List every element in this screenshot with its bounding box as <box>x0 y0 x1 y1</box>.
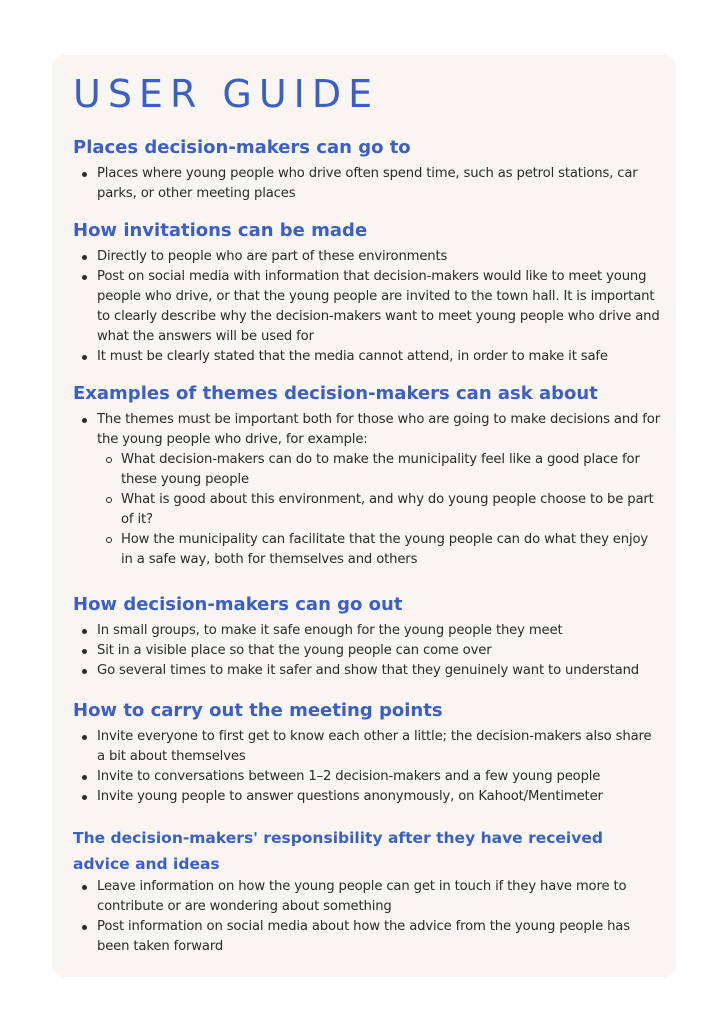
bullet-list <box>73 621 663 681</box>
list-item: Invite to conversations between 1–2 decision-makers and a few young people <box>97 767 663 787</box>
sub-list-item: What decision-makers can do to make the municipality feel like a good place for these young people <box>121 450 663 490</box>
section-heading: How decision-makers can go out <box>73 594 403 615</box>
list-item: Leave information on how the young people can get in touch if they have more to contribute or are wondering about something <box>97 877 663 917</box>
list-item <box>97 410 663 570</box>
list-item: Post information on social media about how the advice from the young people has been taken forward <box>97 917 663 957</box>
list-item: Sit in a visible place so that the young people can come over <box>97 641 663 661</box>
section-heading: Examples of themes decision-makers can ask about <box>73 383 598 404</box>
list-item: Invite young people to answer questions anonymously, on Kahoot/Mentimeter <box>97 787 663 807</box>
bullet-list <box>73 727 663 807</box>
page-title: USER GUIDE <box>73 72 380 116</box>
sub-list-item: What is good about this environment, and why do young people choose to be part of it? <box>121 490 663 530</box>
bullet-list <box>73 247 663 367</box>
list-item: Directly to people who are part of these environments <box>97 247 663 267</box>
section-responsibility <box>73 825 663 957</box>
list-item: Places where young people who drive often spend time, such as petrol stations, car parks, or other meeting places <box>97 164 663 204</box>
list-item: It must be clearly stated that the media cannot attend, in order to make it safe <box>97 347 663 367</box>
sub-bullet-list <box>97 450 663 570</box>
section-meeting-points <box>73 699 663 807</box>
list-item-text: The themes must be important both for those who are going to make decisions and for the young people who drive, for example: <box>97 412 660 447</box>
section-heading: The decision-makers' responsibility after they have received advice and ideas <box>73 829 603 873</box>
bullet-list <box>73 877 663 957</box>
section-heading: Places decision-makers can go to <box>73 137 411 158</box>
section-heading: How to carry out the meeting points <box>73 700 443 721</box>
section-heading: How invitations can be made <box>73 220 368 241</box>
list-item: Post on social media with information that decision-makers would like to meet young people who drive, or that the young people are invited to the town hall. It is important to clearly describe why the decision-makers want to meet young people who drive and what the answers will be used for <box>97 267 663 347</box>
section-themes <box>73 382 663 570</box>
section-invitations <box>73 219 663 367</box>
list-item: Go several times to make it safer and show that they genuinely want to understand <box>97 661 663 681</box>
sub-list-item: How the municipality can facilitate that the young people can do what they enjoy in a safe way, both for themselves and others <box>121 530 663 570</box>
section-go-out <box>73 593 663 681</box>
section-places <box>73 136 663 204</box>
list-item: Invite everyone to first get to know each other a little; the decision-makers also share a bit about themselves <box>97 727 663 767</box>
bullet-list <box>73 164 663 204</box>
list-item: In small groups, to make it safe enough for the young people they meet <box>97 621 663 641</box>
bullet-list <box>73 410 663 570</box>
